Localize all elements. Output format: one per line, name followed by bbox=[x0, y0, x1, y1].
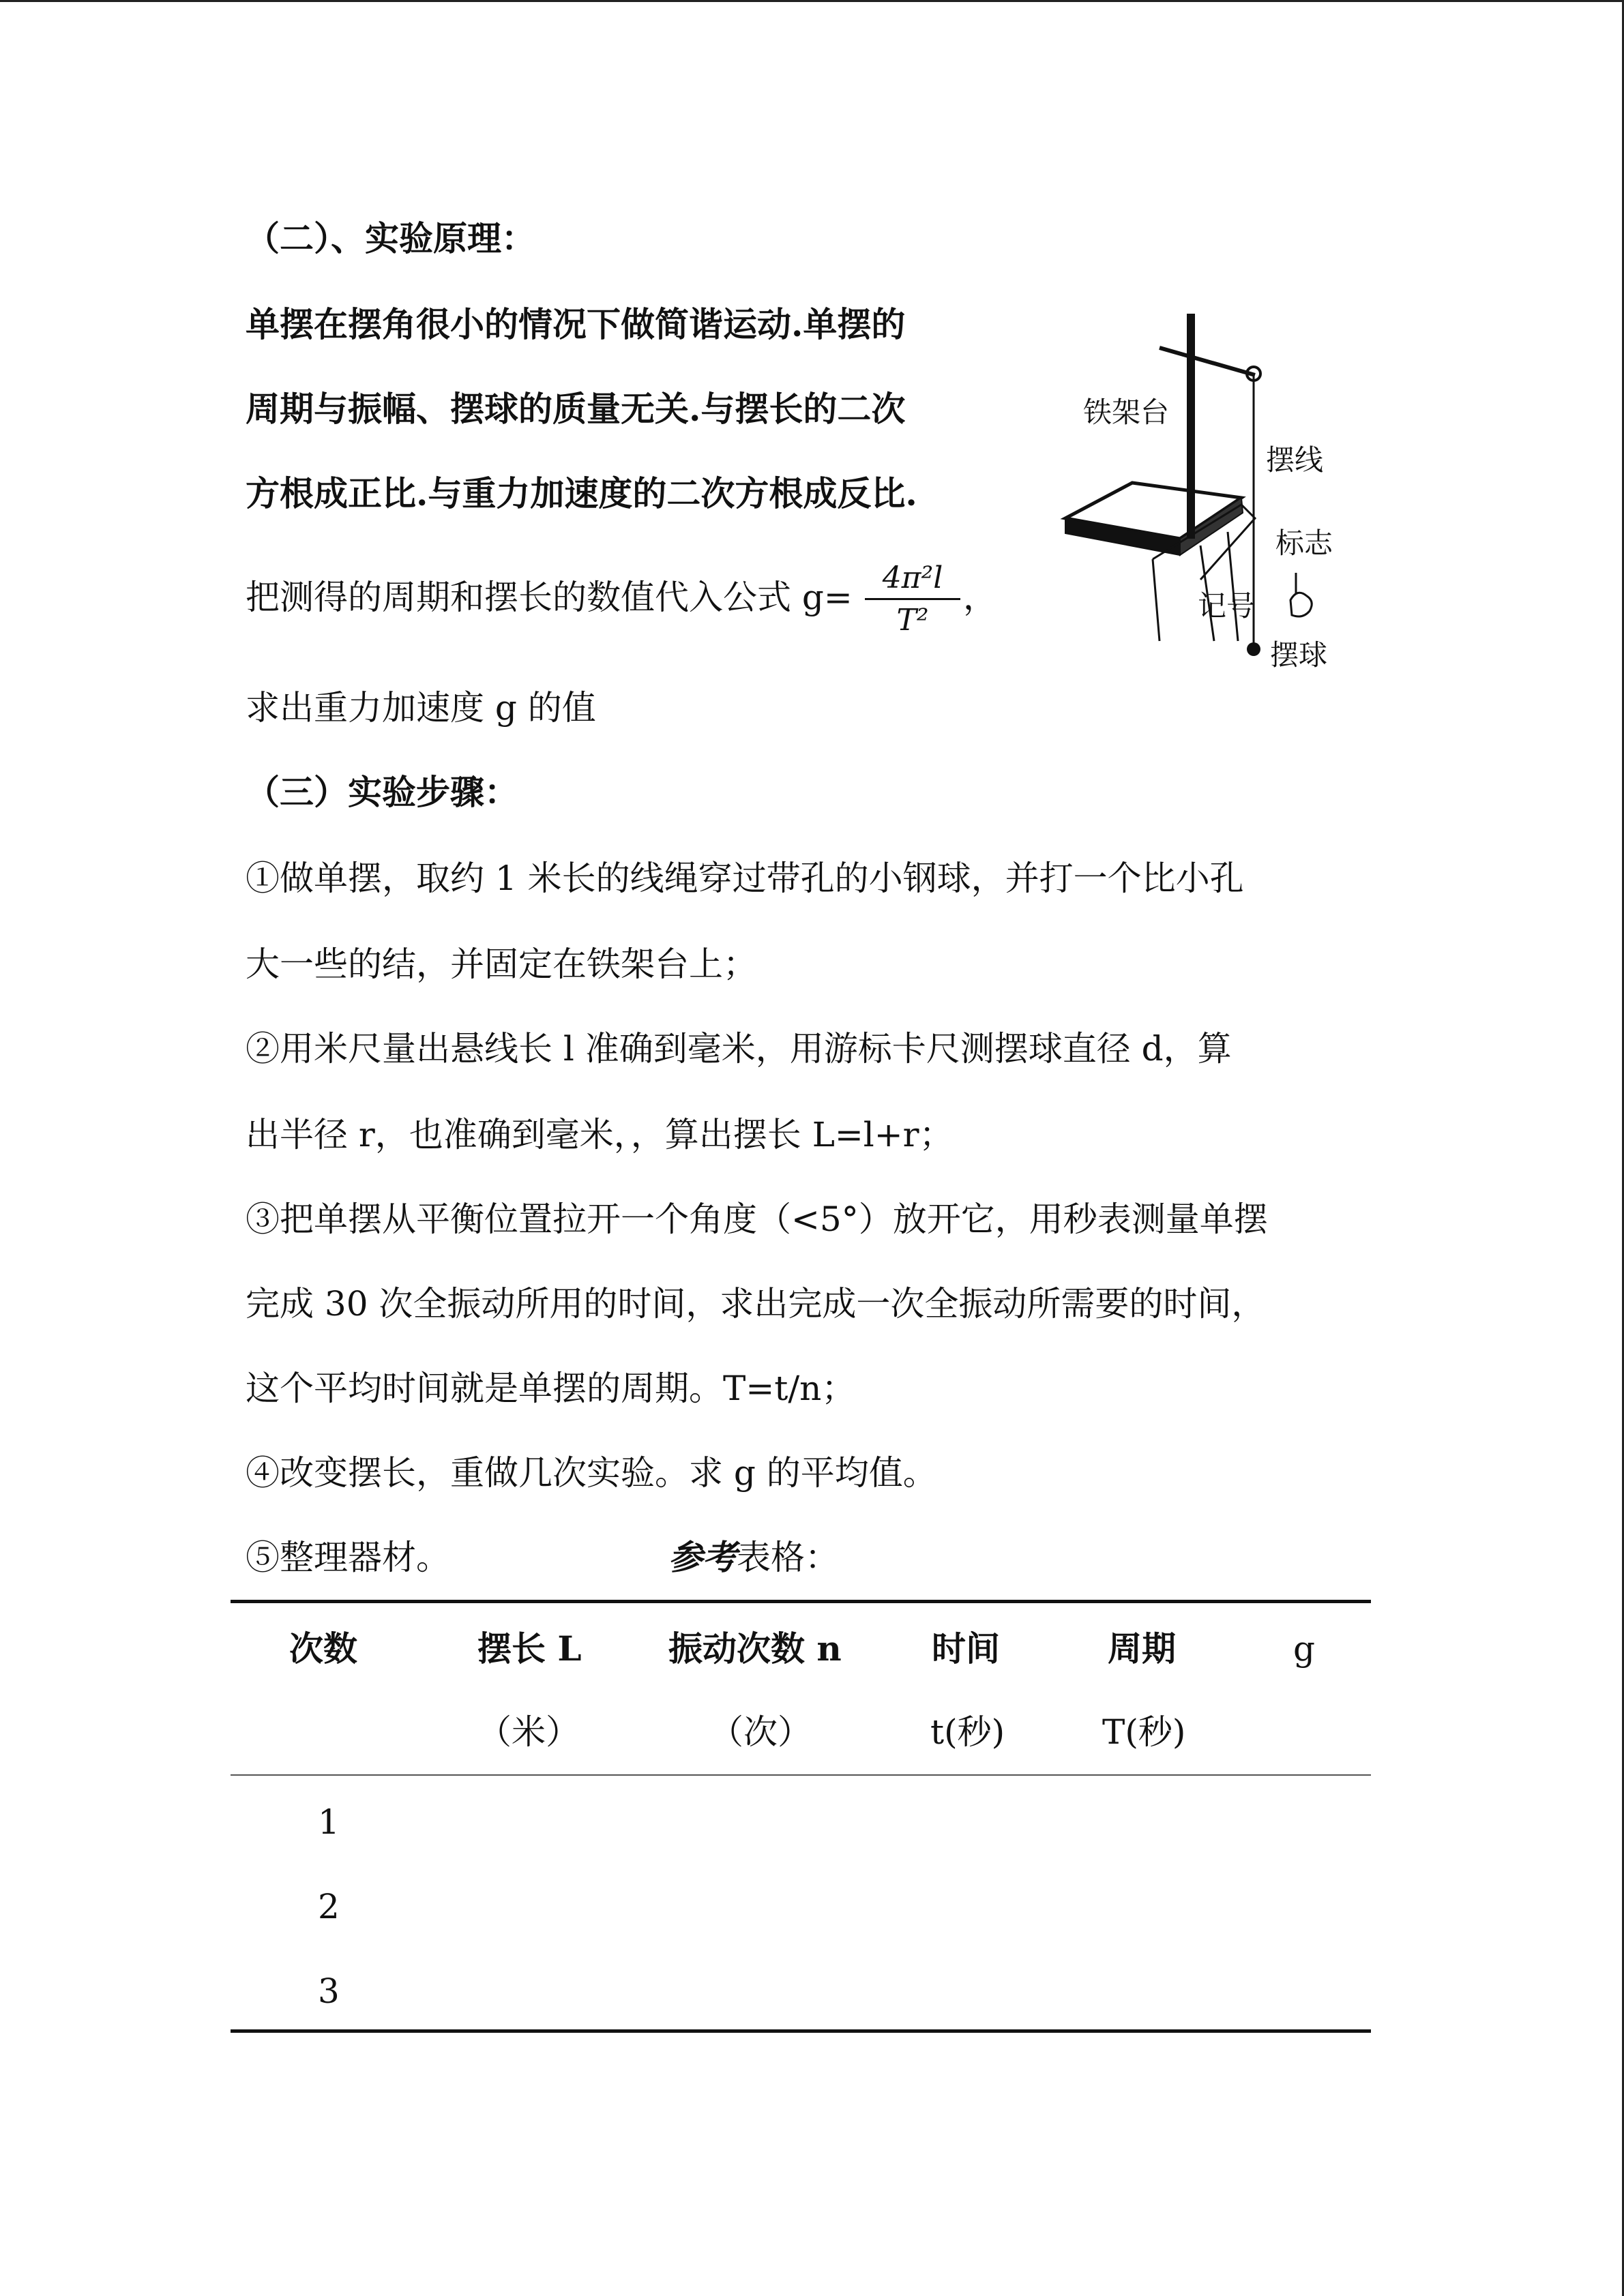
formula-fraction bbox=[865, 561, 960, 638]
clamp-arm bbox=[1160, 348, 1255, 375]
header-period-unit: T(秒) bbox=[1102, 1712, 1186, 1752]
header-g: g bbox=[1293, 1629, 1316, 1669]
header-oscillations: 振动次数 n bbox=[668, 1628, 842, 1669]
header-time: 时间 bbox=[932, 1628, 1000, 1669]
principle-line-3: 方根成正比.与重力加速度的二次方根成反比. bbox=[246, 473, 917, 513]
label-mark: 记号 bbox=[1198, 589, 1256, 623]
header-length: 摆长 L bbox=[477, 1628, 582, 1669]
step-line-4: 出半径 r，也准确到毫米，，算出摆长 L=l+r； bbox=[246, 1115, 954, 1154]
section2-heading: （二）、实验原理： bbox=[246, 218, 535, 258]
table-leg-3 bbox=[1153, 559, 1160, 641]
table-top-rule bbox=[231, 1600, 1371, 1603]
header-oscillations-unit: （次） bbox=[709, 1712, 812, 1752]
section3-heading: （三）实验步骤： bbox=[246, 772, 518, 812]
result-line: 求出重力加速度 g 的值 bbox=[246, 688, 596, 728]
step-line-6: 完成 30 次全振动所用的时间，求出完成一次全振动所需要的时间， bbox=[246, 1284, 1266, 1324]
header-length-unit: （米） bbox=[477, 1712, 580, 1752]
pendulum-bob bbox=[1247, 642, 1260, 656]
base-plate-side bbox=[1065, 518, 1180, 555]
table-caption bbox=[668, 1537, 839, 1578]
principle-line-1: 单摆在摆角很小的情况下做简谐运动.单摆的 bbox=[246, 304, 906, 344]
label-marker: 标志 bbox=[1275, 526, 1333, 560]
table-row: 3 bbox=[318, 1971, 340, 2011]
table-row: 1 bbox=[318, 1802, 340, 1842]
step-5: ⑤整理器材。 bbox=[246, 1538, 450, 1577]
formula-prefix: 把测得的周期和摆长的数值代入公式 g= bbox=[246, 578, 853, 617]
step-line-3: ②用米尺量出悬线长 l 准确到毫米，用游标卡尺测摆球直径 d，算 bbox=[246, 1029, 1232, 1069]
table-caption-italic: 参考 bbox=[668, 1537, 737, 1577]
formula-numerator: 4π²l bbox=[882, 561, 943, 595]
step-line-5: ③把单摆从平衡位置拉开一个角度（<5°）放开它，用秒表测量单摆 bbox=[246, 1199, 1268, 1239]
label-pendulum-string: 摆线 bbox=[1266, 443, 1324, 477]
fraction-bar bbox=[865, 598, 960, 600]
step-line-8: ④改变摆长，重做几次实验。求 g 的平均值。 bbox=[246, 1453, 937, 1493]
table-row: 2 bbox=[318, 1887, 340, 1926]
table-bottom-rule bbox=[231, 2029, 1371, 2033]
header-time-unit: t(秒) bbox=[930, 1712, 1005, 1752]
marker-hand-icon bbox=[1290, 593, 1312, 616]
principle-line-2: 周期与振幅、摆球的质量无关.与摆长的二次 bbox=[246, 389, 906, 429]
step-line-2: 大一些的结，并固定在铁架台上； bbox=[246, 944, 757, 984]
table-header-rule bbox=[231, 1774, 1371, 1776]
label-iron-stand: 铁架台 bbox=[1083, 396, 1170, 429]
header-count: 次数 bbox=[289, 1628, 357, 1669]
step-line-1: ①做单摆，取约 1 米长的线绳穿过带孔的小钢球，并打一个比小孔 bbox=[246, 859, 1244, 898]
header-period: 周期 bbox=[1108, 1628, 1176, 1669]
formula-denominator: T² bbox=[896, 603, 929, 638]
pendulum-apparatus-figure bbox=[1050, 300, 1419, 682]
stand-rod bbox=[1187, 314, 1195, 539]
step-line-7: 这个平均时间就是单摆的周期。T=t/n； bbox=[246, 1369, 856, 1408]
table-caption-rest: 表格： bbox=[737, 1538, 839, 1577]
label-bob: 摆球 bbox=[1270, 638, 1328, 672]
page-top-border bbox=[0, 0, 1624, 2]
formula-suffix: ， bbox=[963, 578, 997, 617]
